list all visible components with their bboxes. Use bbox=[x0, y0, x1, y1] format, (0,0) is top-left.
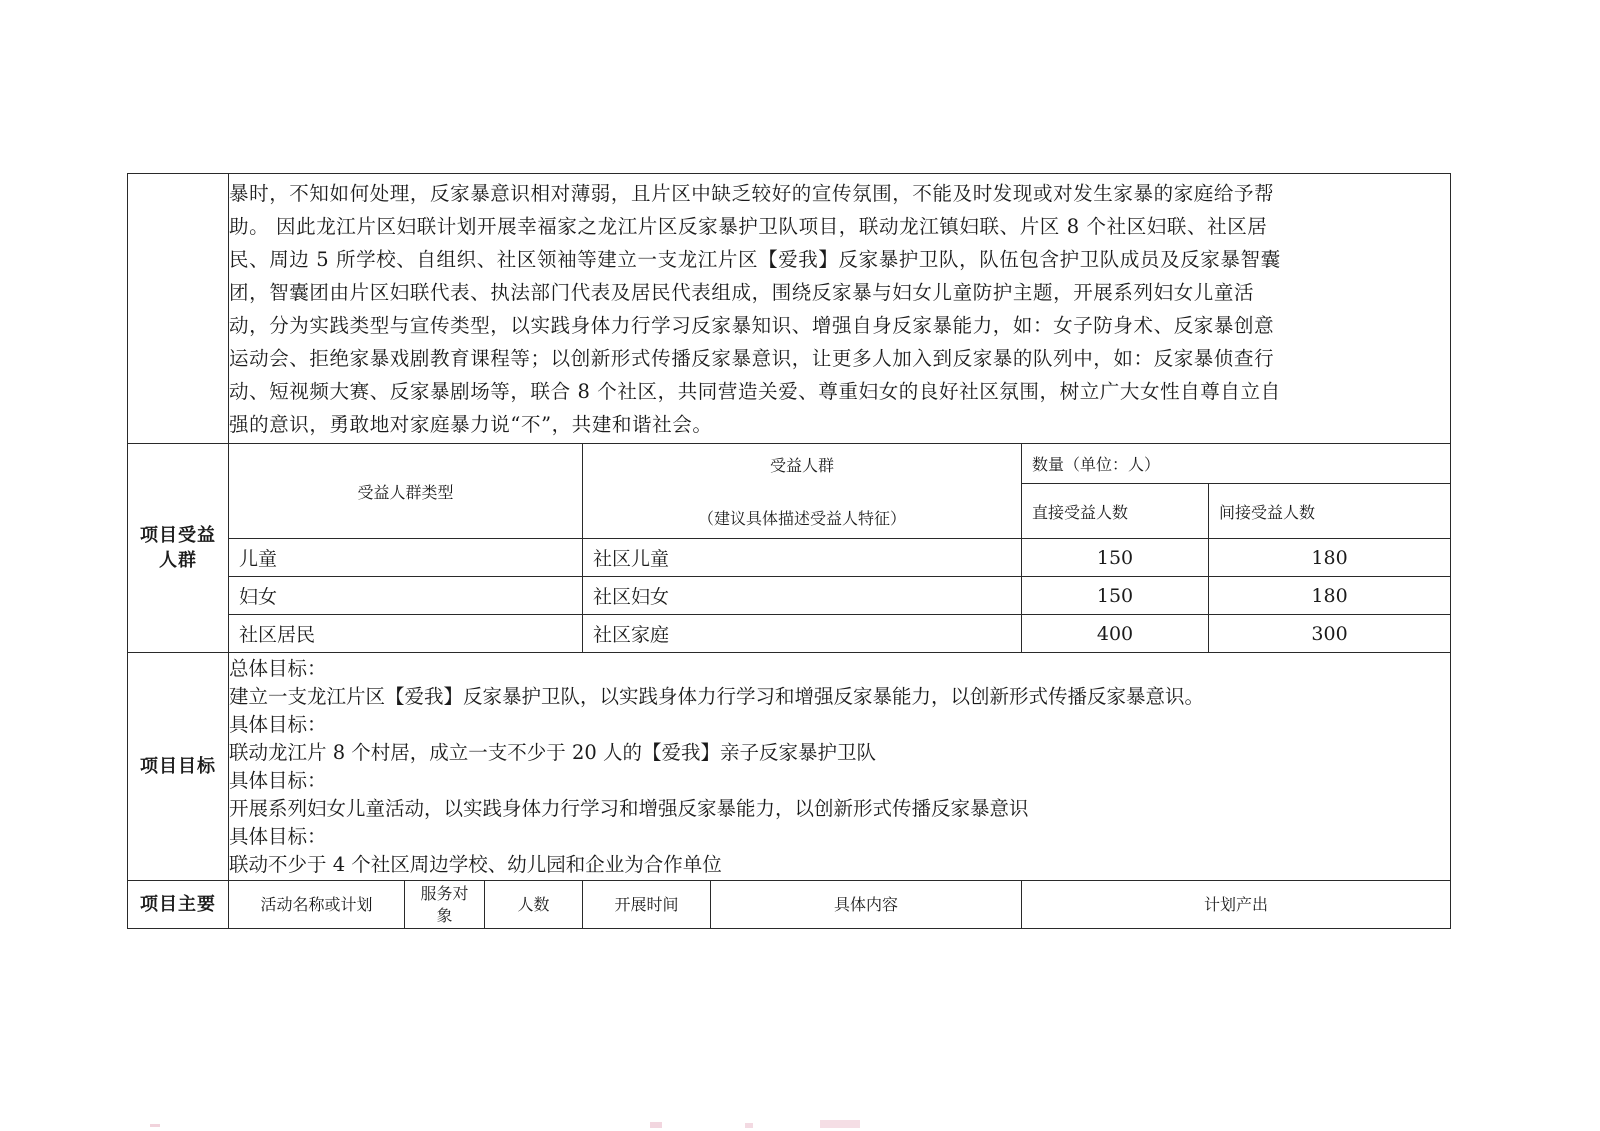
col-header-output: 计划产出 bbox=[1022, 881, 1451, 929]
project-form-table bbox=[127, 173, 1451, 929]
activities-header-row bbox=[128, 881, 1451, 929]
beneficiary-indirect: 180 bbox=[1209, 577, 1451, 615]
beneficiary-type: 儿童 bbox=[229, 539, 583, 577]
intro-line: 团，智囊团由片区妇联代表、执法部门代表及居民代表组成，围绕反家暴与妇女儿童防护主题，开展系列妇女儿童活 bbox=[229, 280, 1255, 304]
beneficiary-desc: 社区家庭 bbox=[583, 615, 1022, 653]
beneficiary-section-label bbox=[128, 444, 229, 653]
col-header-indirect: 间接受益人数 bbox=[1209, 484, 1451, 539]
goal-line: 总体目标： bbox=[229, 656, 327, 680]
intro-line: 民、周边 5 所学校、自组织、社区领袖等建立一支龙江片区【爱我】反家暴护卫队，队伍包含护卫队成员及反家暴智囊 bbox=[229, 247, 1281, 271]
intro-line: 强的意识，勇敢地对家庭暴力说“不”，共建和谐社会。 bbox=[229, 412, 713, 436]
col-header-group-line: 受益人群 bbox=[769, 456, 834, 475]
beneficiary-direct: 400 bbox=[1022, 615, 1209, 653]
goal-line: 开展系列妇女儿童活动，以实践身体力行学习和增强反家暴能力，以创新形式传播反家暴意识 bbox=[229, 796, 1029, 820]
beneficiary-desc: 社区妇女 bbox=[583, 577, 1022, 615]
table-row bbox=[128, 577, 1451, 615]
beneficiary-direct: 150 bbox=[1022, 539, 1209, 577]
scan-marks-decoration bbox=[0, 1108, 1600, 1131]
col-header-group-line: （建议具体描述受益人特征） bbox=[697, 509, 906, 528]
activities-section-label: 项目主要 bbox=[128, 881, 229, 929]
intro-line: 助。 因此龙江片区妇联计划开展幸福家之龙江片区反家暴护卫队项目，联动龙江镇妇联、片区 8 个社区妇联、社区居 bbox=[229, 214, 1268, 238]
goal-line: 具体目标： bbox=[229, 824, 327, 848]
section-label-line: 项目受益 bbox=[140, 525, 216, 546]
col-header-quantity: 数量（单位：人） bbox=[1022, 444, 1451, 484]
goal-line: 具体目标： bbox=[229, 712, 327, 736]
intro-paragraph bbox=[229, 174, 1451, 444]
intro-line: 暴时，不知如何处理，反家暴意识相对薄弱，且片区中缺乏较好的宣传氛围，不能及时发现或对发生家暴的家庭给予帮 bbox=[229, 181, 1275, 205]
beneficiary-indirect: 300 bbox=[1209, 615, 1451, 653]
col-header-direct: 直接受益人数 bbox=[1022, 484, 1209, 539]
col-header-content: 具体内容 bbox=[711, 881, 1022, 929]
table-row bbox=[128, 539, 1451, 577]
goal-line: 联动龙江片 8 个村居，成立一支不少于 20 人的【爱我】亲子反家暴护卫队 bbox=[229, 740, 877, 764]
intro-line: 动、短视频大赛、反家暴剧场等，联合 8 个社区，共同营造关爱、尊重妇女的良好社区氛围，树立广大女性自尊自立自 bbox=[229, 379, 1281, 403]
section-label-line: 人群 bbox=[159, 550, 197, 571]
col-header-count: 人数 bbox=[485, 881, 583, 929]
goal-line: 具体目标： bbox=[229, 768, 327, 792]
col-header-activity-name: 活动名称或计划 bbox=[229, 881, 405, 929]
col-header-target-line: 服务对 bbox=[420, 883, 469, 903]
col-header-time: 开展时间 bbox=[583, 881, 711, 929]
beneficiary-indirect: 180 bbox=[1209, 539, 1451, 577]
col-header-target bbox=[405, 881, 485, 929]
goals-row bbox=[128, 653, 1451, 881]
goal-line: 联动不少于 4 个社区周边学校、幼儿园和企业为合作单位 bbox=[229, 852, 722, 876]
col-header-type: 受益人群类型 bbox=[229, 444, 583, 539]
table-row bbox=[128, 615, 1451, 653]
beneficiary-desc: 社区儿童 bbox=[583, 539, 1022, 577]
beneficiary-type: 妇女 bbox=[229, 577, 583, 615]
beneficiary-type: 社区居民 bbox=[229, 615, 583, 653]
beneficiary-direct: 150 bbox=[1022, 577, 1209, 615]
col-header-target-line: 象 bbox=[436, 905, 453, 925]
goal-line: 建立一支龙江片区【爱我】反家暴护卫队，以实践身体力行学习和增强反家暴能力，以创新形式传播反家暴意识。 bbox=[229, 684, 1205, 708]
goals-content bbox=[229, 653, 1451, 881]
col-header-group bbox=[583, 444, 1022, 539]
intro-label-cell bbox=[128, 174, 229, 444]
intro-line: 动，分为实践类型与宣传类型，以实践身体力行学习反家暴知识、增强自身反家暴能力，如：女子防身术、反家暴创意 bbox=[229, 313, 1275, 337]
intro-line: 运动会、拒绝家暴戏剧教育课程等；以创新形式传播反家暴意识，让更多人加入到反家暴的队列中，如：反家暴侦查行 bbox=[229, 346, 1275, 370]
goals-section-label: 项目目标 bbox=[128, 653, 229, 881]
intro-row bbox=[128, 174, 1451, 444]
beneficiary-header-row bbox=[128, 444, 1451, 484]
